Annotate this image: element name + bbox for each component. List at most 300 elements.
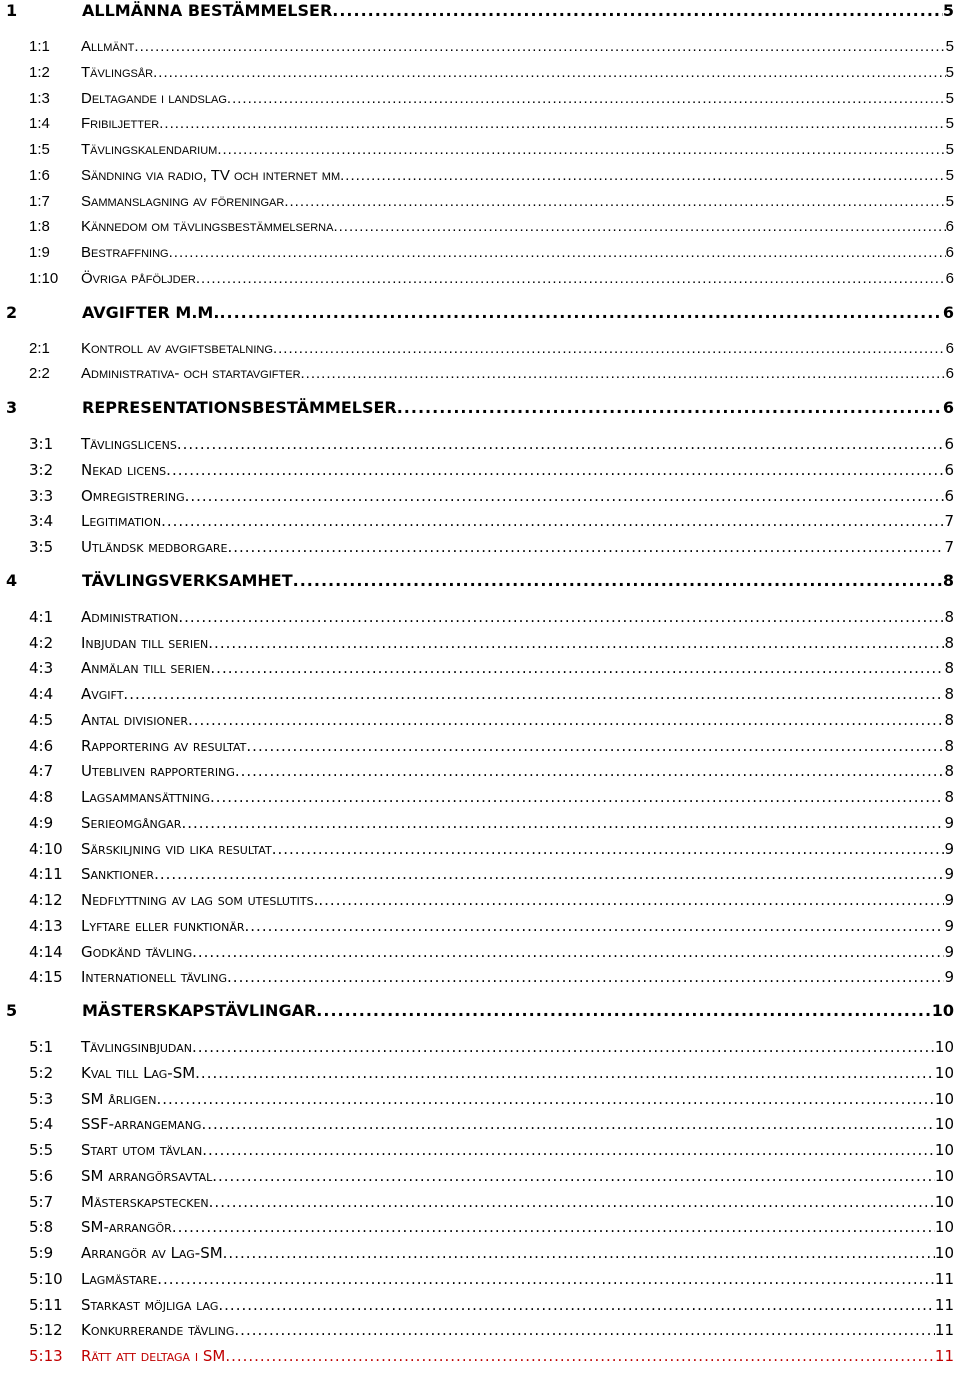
dot-leader <box>210 786 944 808</box>
page-number: 10 <box>934 1038 954 1056</box>
subsection-title: Tävlingsinbjudan <box>81 1038 192 1056</box>
toc-entry-5-5[interactable] <box>0 1139 960 1161</box>
subsection-number: 4:6 <box>29 736 54 755</box>
subsection-title: Avgift <box>81 685 124 703</box>
dot-leader <box>246 735 944 757</box>
toc-entry-4-2[interactable] <box>0 632 960 654</box>
toc-entry-4-13[interactable] <box>0 915 960 937</box>
page-number: 6 <box>945 339 954 357</box>
subsection-number: 3:2 <box>29 460 54 479</box>
toc-entry-5-1[interactable] <box>0 1036 960 1058</box>
subsection-title: Sändning via radio, TV och internet mm <box>81 166 341 184</box>
toc-section-1[interactable] <box>0 0 960 22</box>
entry-title-line <box>81 536 954 558</box>
subsection-title: Inbjudan till serien <box>81 633 209 652</box>
toc-section-2[interactable] <box>0 302 960 324</box>
subsection-number: 2:1 <box>29 339 50 357</box>
section-number: 1 <box>6 1 18 20</box>
dot-leader <box>178 606 944 628</box>
toc-entry-5-2[interactable] <box>0 1062 960 1084</box>
dot-leader <box>245 915 945 937</box>
subsection-title: Internationell tävling <box>81 968 228 987</box>
entry-title-line <box>82 0 954 22</box>
entry-title-line <box>82 570 954 592</box>
toc-entry-5-7[interactable] <box>0 1191 960 1213</box>
entry-title-line <box>81 62 954 84</box>
entry-title-line <box>81 433 954 455</box>
subsection-title: SSF-arrangemang <box>81 1115 202 1134</box>
dot-leader <box>272 838 945 860</box>
toc-entry-5-9[interactable] <box>0 1242 960 1264</box>
subsection-number: 1:9 <box>29 244 50 261</box>
dot-leader <box>340 165 946 187</box>
subsection-number: 1:5 <box>29 141 50 158</box>
subsection-number: 1:7 <box>29 192 50 210</box>
toc-entry-4-3[interactable] <box>0 657 960 679</box>
subsection-number: 2:2 <box>29 365 50 383</box>
toc-entry-4-10[interactable] <box>0 838 960 860</box>
subsection-number: 5:12 <box>29 1321 63 1340</box>
dot-leader <box>227 536 944 558</box>
page-number: 11 <box>934 1321 954 1340</box>
dot-leader <box>227 88 946 110</box>
toc-entry-5-4[interactable] <box>0 1113 960 1135</box>
subsection-title: Start utom tävlan <box>81 1141 203 1159</box>
subsection-title: Omregistrering <box>81 486 185 505</box>
subsection-number: 4:15 <box>29 968 63 987</box>
toc-entry-3-3[interactable] <box>0 485 960 507</box>
toc-entry-5-8[interactable] <box>0 1216 960 1238</box>
entry-title-line <box>81 606 954 628</box>
page-number: 9 <box>944 968 954 987</box>
entry-title-line <box>81 36 954 58</box>
subsection-number: 1:4 <box>29 115 50 133</box>
subsection-number: 3:4 <box>29 512 54 531</box>
subsection-number: 5:1 <box>29 1038 54 1056</box>
dot-leader <box>202 1139 935 1161</box>
subsection-number: 4:2 <box>29 633 54 652</box>
dot-leader <box>208 632 944 654</box>
dot-leader <box>192 1036 935 1058</box>
toc-entry-5-11[interactable] <box>0 1294 960 1316</box>
entry-title-line <box>81 459 954 481</box>
dot-leader <box>185 485 945 507</box>
subsection-number: 4:4 <box>29 685 54 703</box>
toc-section-4[interactable] <box>0 570 960 592</box>
subsection-title: Tävlingskalendarium <box>81 141 218 158</box>
subsection-number: 1:2 <box>29 63 50 81</box>
entry-title-line <box>81 1113 954 1135</box>
entry-title-line <box>81 165 954 187</box>
subsection-title: Konkurrerande tävling <box>81 1321 235 1340</box>
toc-entry-1-4[interactable] <box>0 113 960 135</box>
entry-title-line <box>81 1191 954 1213</box>
dot-leader <box>123 683 944 705</box>
subsection-number: 1:3 <box>29 89 50 107</box>
page-number: 8 <box>944 788 954 806</box>
subsection-title: Tävlingslicens <box>81 435 177 453</box>
section-title: TÄVLINGSVERKSAMHET <box>82 570 293 590</box>
subsection-title: Starkast möjliga lag <box>81 1295 219 1314</box>
dot-leader <box>134 36 945 58</box>
entry-title-line <box>81 485 954 507</box>
subsection-title: SM arrangörsavtal <box>81 1166 213 1185</box>
page-number: 10 <box>934 1089 954 1108</box>
toc-entry-4-5[interactable] <box>0 709 960 731</box>
section-title: REPRESENTATIONSBESTÄMMELSER <box>82 398 397 417</box>
toc-entry-3-1[interactable] <box>0 433 960 455</box>
toc-entry-1-2[interactable] <box>0 62 960 84</box>
subsection-number: 4:11 <box>29 865 63 884</box>
entry-title-line <box>81 268 954 290</box>
page-number: 6 <box>945 365 954 383</box>
subsection-number: 5:13 <box>29 1347 63 1365</box>
toc-entry-1-5[interactable] <box>0 139 960 161</box>
entry-title-line <box>81 735 954 757</box>
page-number: 10 <box>934 1166 954 1185</box>
subsection-number: 4:13 <box>29 916 63 935</box>
section-number: 4 <box>6 570 18 590</box>
page-number: 10 <box>934 1192 954 1211</box>
subsection-title: Bestraffning <box>81 244 169 261</box>
page-number: 5 <box>945 166 954 184</box>
entry-title-line <box>81 915 954 937</box>
toc-entry-5-13[interactable] <box>0 1345 960 1367</box>
toc-entry-1-9[interactable] <box>0 242 960 264</box>
subsection-title: Särskiljning vid lika resultat <box>81 839 272 858</box>
subsection-number: 1:6 <box>29 166 50 184</box>
toc-entry-1-3[interactable] <box>0 88 960 110</box>
toc-entry-4-4[interactable] <box>0 683 960 705</box>
subsection-title: Anmälan till serien <box>81 659 211 678</box>
page-number: 8 <box>944 736 954 755</box>
dot-leader <box>316 1000 931 1022</box>
subsection-title: Nekad licens <box>81 460 167 479</box>
entry-title-line <box>81 1062 954 1084</box>
dot-leader <box>234 1319 935 1341</box>
dot-leader <box>177 433 945 455</box>
entry-title-line <box>81 941 954 963</box>
page-number: 5 <box>945 89 954 107</box>
page-number: 10 <box>934 1115 954 1134</box>
dot-leader <box>223 1242 935 1264</box>
page-number: 6 <box>942 398 954 417</box>
subsection-title: Utebliven rapportering <box>81 762 235 781</box>
dot-leader <box>157 1268 935 1290</box>
subsection-title: Kännedom om tävlingsbestämmelserna <box>81 218 334 236</box>
entry-title-line <box>81 113 954 135</box>
dot-leader <box>333 216 945 238</box>
toc-entry-2-1[interactable] <box>0 338 960 360</box>
subsection-title: Godkänd tävling <box>81 942 193 961</box>
subsection-title: Arrangör av Lag-SM <box>81 1244 223 1262</box>
entry-title-line <box>82 397 954 419</box>
subsection-title: Deltagande i landslag <box>81 89 227 107</box>
subsection-number: 4:5 <box>29 710 54 729</box>
subsection-number: 4:9 <box>29 813 54 832</box>
section-number: 3 <box>6 398 18 417</box>
subsection-number: 5:10 <box>29 1269 63 1288</box>
entry-title-line <box>81 1139 954 1161</box>
subsection-title: Serieomgångar <box>81 813 182 832</box>
dot-leader <box>166 459 944 481</box>
page-number: 5 <box>945 38 954 55</box>
dot-leader <box>192 941 944 963</box>
toc-entry-5-6[interactable] <box>0 1165 960 1187</box>
page-number: 11 <box>934 1347 954 1365</box>
toc-entry-1-1[interactable] <box>0 36 960 58</box>
subsection-number: 3:5 <box>29 538 54 556</box>
subsection-number: 5:6 <box>29 1166 54 1185</box>
entry-title-line <box>81 632 954 654</box>
entry-title-line <box>81 812 954 834</box>
dot-leader <box>181 812 944 834</box>
subsection-number: 4:10 <box>29 839 63 858</box>
toc-entry-4-12[interactable] <box>0 889 960 911</box>
subsection-number: 5:11 <box>29 1295 63 1314</box>
subsection-title: Sanktioner <box>81 865 155 884</box>
page-number: 8 <box>944 607 954 626</box>
subsection-number: 4:12 <box>29 891 63 909</box>
toc-section-3[interactable] <box>0 397 960 419</box>
page-number: 6 <box>942 302 954 322</box>
dot-leader <box>212 1165 935 1187</box>
page-number: 10 <box>934 1141 954 1159</box>
page-number: 8 <box>944 685 954 703</box>
page-number: 10 <box>934 1244 954 1262</box>
toc-entry-4-11[interactable] <box>0 863 960 885</box>
dot-leader <box>318 889 944 911</box>
entry-title-line <box>81 216 954 238</box>
toc-entry-5-3[interactable] <box>0 1088 960 1110</box>
page-number: 8 <box>942 570 954 590</box>
subsection-number: 1:8 <box>29 218 50 236</box>
subsection-title: Antal divisioner <box>81 710 188 729</box>
page-number: 9 <box>944 839 954 858</box>
page-number: 6 <box>945 269 954 287</box>
toc-entry-4-7[interactable] <box>0 760 960 782</box>
subsection-title: Rapportering av resultat <box>81 736 247 755</box>
subsection-number: 5:5 <box>29 1141 54 1159</box>
subsection-title: Sammanslagning av föreningar <box>81 192 285 210</box>
subsection-title: Lagmästare <box>81 1269 158 1288</box>
entry-title-line <box>81 760 954 782</box>
section-number: 2 <box>6 302 18 322</box>
subsection-number: 5:9 <box>29 1244 54 1262</box>
subsection-number: 3:1 <box>29 435 54 453</box>
toc-entry-3-4[interactable] <box>0 510 960 532</box>
page-number: 6 <box>944 435 954 453</box>
subsection-number: 1:1 <box>29 38 50 55</box>
entry-title-line <box>81 683 954 705</box>
dot-leader <box>218 1294 935 1316</box>
subsection-number: 4:14 <box>29 942 63 961</box>
subsection-title: SM-arrangör <box>81 1218 172 1237</box>
toc-entry-1-6[interactable] <box>0 165 960 187</box>
entry-title-line <box>81 863 954 885</box>
entry-title-line <box>81 1319 954 1341</box>
subsection-title: Mästerskapstecken <box>81 1192 209 1211</box>
page-number: 5 <box>942 1 954 20</box>
page-number: 5 <box>945 141 954 158</box>
entry-title-line <box>81 786 954 808</box>
dot-leader <box>195 1062 935 1084</box>
subsection-title: Övriga påföljder <box>81 269 196 287</box>
toc-entry-4-15[interactable] <box>0 966 960 988</box>
subsection-title: Administration <box>81 607 179 626</box>
entry-title-line <box>81 657 954 679</box>
section-title: ALLMÄNNA BESTÄMMELSER <box>82 1 333 20</box>
page-number: 8 <box>944 762 954 781</box>
subsection-number: 5:3 <box>29 1089 54 1108</box>
page-number: 6 <box>944 460 954 479</box>
dot-leader <box>397 397 943 419</box>
subsection-title: Tävlingsår <box>81 63 154 81</box>
page-number: 9 <box>944 891 954 909</box>
dot-leader <box>225 1345 935 1367</box>
entry-title-line <box>81 242 954 264</box>
dot-leader <box>153 62 946 84</box>
page-number: 8 <box>944 659 954 678</box>
page-number: 9 <box>944 942 954 961</box>
entry-title-line <box>81 1345 954 1367</box>
subsection-title: Kontroll av avgiftsbetalning <box>81 339 273 357</box>
entry-title-line <box>81 1088 954 1110</box>
entry-title-line <box>82 302 954 324</box>
entry-title-line <box>81 1036 954 1058</box>
dot-leader <box>161 510 944 532</box>
dot-leader <box>169 242 946 264</box>
dot-leader <box>172 1216 935 1238</box>
entry-title-line <box>81 966 954 988</box>
dot-leader <box>301 363 946 385</box>
section-number: 5 <box>6 1001 18 1020</box>
page-number: 9 <box>944 916 954 935</box>
subsection-number: 4:8 <box>29 788 54 806</box>
dot-leader <box>210 657 944 679</box>
subsection-number: 4:7 <box>29 762 54 781</box>
page-number: 5 <box>945 192 954 210</box>
toc-entry-3-2[interactable] <box>0 459 960 481</box>
subsection-number: 4:1 <box>29 607 54 626</box>
page-number: 8 <box>944 710 954 729</box>
subsection-title: Lyftare eller funktionär <box>81 916 245 935</box>
entry-title-line <box>81 1216 954 1238</box>
page-number: 9 <box>944 865 954 884</box>
subsection-title: Utländsk medborgare <box>81 538 228 556</box>
toc-entry-1-7[interactable] <box>0 191 960 213</box>
subsection-number: 5:2 <box>29 1063 54 1082</box>
dot-leader <box>235 760 945 782</box>
subsection-title: Lagsammansättning <box>81 788 210 806</box>
page-number: 10 <box>931 1001 954 1020</box>
dot-leader <box>227 966 944 988</box>
toc-entry-4-1[interactable] <box>0 606 960 628</box>
page-number: 7 <box>944 512 954 531</box>
entry-title-line <box>81 510 954 532</box>
subsection-title: Legitimation <box>81 512 162 531</box>
dot-leader <box>209 1191 935 1213</box>
entry-title-line <box>81 1294 954 1316</box>
dot-leader <box>219 302 942 324</box>
subsection-number: 5:7 <box>29 1192 54 1211</box>
entry-title-line <box>81 139 954 161</box>
toc-entry-1-8[interactable] <box>0 216 960 238</box>
dot-leader <box>273 338 946 360</box>
entry-title-line <box>82 1000 954 1022</box>
entry-title-line <box>81 709 954 731</box>
dot-leader <box>159 113 945 135</box>
page-number: 6 <box>945 244 954 261</box>
dot-leader <box>154 863 944 885</box>
entry-title-line <box>81 838 954 860</box>
page-number: 11 <box>934 1269 954 1288</box>
page-number: 5 <box>945 63 954 81</box>
page-number: 7 <box>944 538 954 556</box>
dot-leader <box>284 191 945 213</box>
toc-entry-4-9[interactable] <box>0 812 960 834</box>
subsection-title: Fribiljetter <box>81 115 160 133</box>
dot-leader <box>201 1113 934 1135</box>
page-number: 11 <box>934 1295 954 1314</box>
page-number: 6 <box>945 218 954 236</box>
entry-title-line <box>81 363 954 385</box>
subsection-title: Rätt att deltaga i SM <box>81 1347 226 1365</box>
subsection-title: Nedflyttning av lag som uteslutits. <box>81 891 319 909</box>
subsection-number: 5:4 <box>29 1115 54 1134</box>
entry-title-line <box>81 1268 954 1290</box>
section-title: AVGIFTER M.M. <box>82 302 220 322</box>
toc-entry-5-12[interactable] <box>0 1319 960 1341</box>
entry-title-line <box>81 338 954 360</box>
subsection-title: Administrativa- och startavgifter <box>81 365 301 383</box>
subsection-number: 4:3 <box>29 659 54 678</box>
entry-title-line <box>81 889 954 911</box>
section-title: MÄSTERSKAPSTÄVLINGAR <box>82 1001 317 1020</box>
dot-leader <box>156 1088 934 1110</box>
dot-leader <box>332 0 943 22</box>
entry-title-line <box>81 88 954 110</box>
subsection-number: 3:3 <box>29 486 54 505</box>
entry-title-line <box>81 1165 954 1187</box>
subsection-number: 1:10 <box>29 269 59 287</box>
dot-leader <box>188 709 944 731</box>
subsection-title: Kval till Lag-SM <box>81 1063 196 1082</box>
toc-entry-4-8[interactable] <box>0 786 960 808</box>
toc-entry-3-5[interactable] <box>0 536 960 558</box>
toc-entry-5-10[interactable] <box>0 1268 960 1290</box>
toc-section-5[interactable] <box>0 1000 960 1022</box>
subsection-title: SM årligen <box>81 1089 157 1108</box>
entry-title-line <box>81 1242 954 1264</box>
page-number: 10 <box>934 1218 954 1237</box>
dot-leader <box>293 570 943 592</box>
subsection-title: Allmänt <box>81 38 135 55</box>
toc-entry-1-10[interactable] <box>0 268 960 290</box>
entry-title-line <box>81 191 954 213</box>
page-number: 9 <box>944 813 954 832</box>
page-number: 8 <box>944 633 954 652</box>
page-number: 10 <box>934 1063 954 1082</box>
subsection-number: 5:8 <box>29 1218 54 1237</box>
dot-leader <box>196 268 946 290</box>
dot-leader <box>217 139 945 161</box>
page-number: 5 <box>945 115 954 133</box>
toc-entry-2-2[interactable] <box>0 363 960 385</box>
toc-entry-4-14[interactable] <box>0 941 960 963</box>
toc-entry-4-6[interactable] <box>0 735 960 757</box>
page-number: 6 <box>944 486 954 505</box>
